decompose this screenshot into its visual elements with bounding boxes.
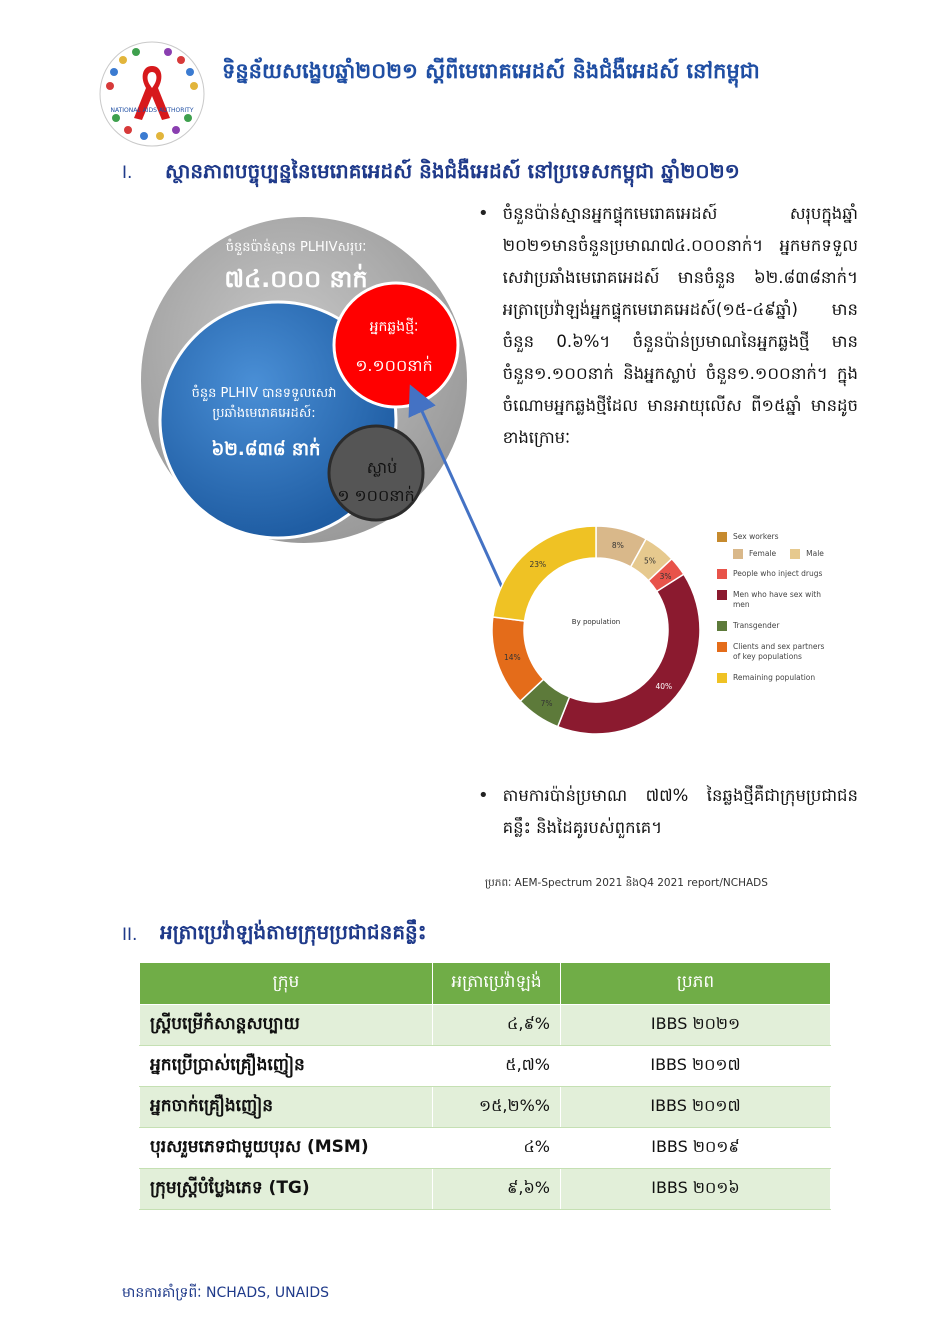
- section-1-number: I.: [122, 163, 133, 183]
- table-header-row: [140, 963, 831, 1005]
- header-prevalence: អត្រាប្រេវ៉ាឡង់: [433, 963, 561, 1005]
- new-infections-label: អ្នកឆ្លងថ្មីៈ: [369, 319, 419, 335]
- legend-swatch: [717, 642, 727, 652]
- legend-item: [733, 549, 776, 559]
- legend-item: [717, 642, 827, 662]
- legend-item: [717, 569, 827, 579]
- donut-slice-label: 14%: [503, 653, 521, 663]
- legend-label: Sex workers: [733, 532, 779, 541]
- support-footer: មានការគាំទ្រពីៈ NCHADS, UNAIDS: [122, 1285, 329, 1301]
- donut-slice-label: 3%: [659, 572, 672, 582]
- legend-swatch: [717, 590, 727, 600]
- cell-source: IBBS ២០១៦: [561, 1169, 831, 1210]
- document-title: ទិន្នន័យសង្ខេបឆ្នាំ២០២១ ស្តីពីមេរោគអេដស៍ និងជំងឺអេដស៍ នៅកម្ពុជា: [222, 59, 760, 83]
- bullet-plhiv-summary: [478, 198, 858, 454]
- donut-center-label: By population: [571, 618, 621, 626]
- on-treatment-label-line1: ចំនួន PLHIV បានទទួលសេវា: [191, 386, 337, 401]
- legend-label: Men who have sex with men: [733, 590, 821, 609]
- donut-slice-label: 7%: [540, 698, 553, 708]
- legend-item: [717, 621, 827, 631]
- section-2-title: អត្រាប្រេវ៉ាឡង់តាមក្រុមប្រជាជនគន្លឹះ: [160, 920, 427, 944]
- cell-group: ក្រុមស្ត្រីបំប្លែងភេទ (TG): [140, 1169, 433, 1210]
- legend-swatch: [717, 532, 727, 542]
- donut-slice-label: 8%: [611, 540, 624, 550]
- svg-text:NATIONAL AIDS AUTHORITY: NATIONAL AIDS AUTHORITY: [110, 107, 194, 114]
- cell-prevalence: ៥,៧%: [433, 1046, 561, 1087]
- cell-prevalence: ១៥,២%%: [433, 1087, 561, 1128]
- donut-slice-label: 23%: [529, 559, 547, 569]
- legend-item: [717, 590, 827, 610]
- cell-source: IBBS ២០២១: [561, 1005, 831, 1046]
- on-treatment-value: ៦២.៨៣៨ នាក់: [211, 439, 321, 460]
- cell-group: បុរសរួមភេទជាមួយបុរស (MSM): [140, 1128, 433, 1169]
- legend-swatch: [717, 621, 727, 631]
- bullet-icon: •: [478, 785, 489, 806]
- cell-group: ស្ត្រីបម្រើកំសាន្តសប្បាយ: [140, 1005, 433, 1046]
- bullet-key-population-estimate: [478, 780, 858, 844]
- cell-source: IBBS ២០១៧: [561, 1046, 831, 1087]
- total-plhiv-value: ៧៤.០០០ នាក់: [224, 265, 368, 293]
- total-plhiv-label: ចំនួនប៉ាន់ស្មាន PLHIVសរុបៈ: [225, 240, 367, 255]
- legend-subgroup: [733, 549, 827, 559]
- section-2-number: II.: [122, 925, 138, 945]
- donut-slice-label: 5%: [643, 556, 656, 566]
- cell-prevalence: ៤%: [433, 1128, 561, 1169]
- legend-item: [717, 673, 827, 683]
- cell-group: អ្នកចាក់គ្រឿងញៀន: [140, 1087, 433, 1128]
- table-row: [140, 1046, 831, 1087]
- legend-swatch: [733, 549, 743, 559]
- bullet-text: ចំនួនប៉ាន់ស្មានអ្នកផ្ទុកមេរោគអេដស៍ សរុបក្នុងឆ្នាំ ២០២១មានចំនួនប្រមាណ៧៤.០០០នាក់។ អ្នកមកទទួលសេវាប្រឆាំងមេរោគអេដស៍ មានចំនួន ៦២.៨៣៨នាក់។ អត្រាប្រេវ៉ាឡង់អ្នកផ្ទុកមេរោគអេដស៍(១៥-៤៩ឆ្នាំ) មានចំនួន 0.៦%។ ចំនួនប៉ាន់ប្រមាណនៃអ្នកឆ្លងថ្មី មានចំនួន១.១០០នាក់ និងអ្នកស្លាប់ ចំនួន១.១០០នាក់។ ក្នុងចំណោមអ្នកឆ្លងថ្មីដែល មានអាយុលើស ពី១៥ឆ្នាំ មានដូចខាងក្រោមៈ: [502, 204, 858, 447]
- bullet-text: តាមការប៉ាន់ប្រមាណ ៧៧% នៃឆ្លងថ្មីគឺជាក្រុមប្រជាជនគន្លឹះ និងដៃគូរបស់ពួកគេ។: [502, 786, 858, 837]
- legend-label: Transgender: [733, 621, 780, 630]
- table-row: [140, 1169, 831, 1210]
- legend-label: Clients and sex partners of key populations: [733, 642, 825, 661]
- legend-label: Male: [806, 549, 824, 558]
- header-source: ប្រភព: [561, 963, 831, 1005]
- legend-label: Remaining population: [733, 673, 816, 682]
- donut-legend: [717, 532, 827, 694]
- cell-prevalence: ៩,៦%: [433, 1169, 561, 1210]
- header-group: ក្រុម: [140, 963, 433, 1005]
- bullet-icon: •: [478, 203, 489, 224]
- new-infections-value: ១.១០០នាក់: [355, 356, 433, 375]
- donut-slice: [558, 574, 700, 734]
- legend-swatch: [717, 673, 727, 683]
- cell-source: IBBS ២០១៧: [561, 1087, 831, 1128]
- legend-swatch: [717, 569, 727, 579]
- deaths-value: ១ ១០០នាក់: [337, 486, 415, 505]
- table-row: [140, 1128, 831, 1169]
- cell-group: អ្នកប្រើប្រាស់គ្រឿងញៀន: [140, 1046, 433, 1087]
- table-row: [140, 1087, 831, 1128]
- key-population-prevalence-table: [139, 962, 831, 1210]
- legend-item: [790, 549, 824, 559]
- legend-item: [717, 532, 827, 542]
- legend-label: Female: [749, 549, 777, 558]
- on-treatment-label-line2: ប្រឆាំងមេរោគអេដស៍:: [212, 406, 316, 421]
- donut-slice-label: 40%: [655, 682, 673, 692]
- donut-slice: [493, 526, 596, 621]
- legend-label: People who inject drugs: [733, 569, 823, 578]
- table-row: [140, 1005, 831, 1046]
- data-source-note: ប្រភពៈ AEM-Spectrum 2021 និងQ4 2021 report/NCHADS: [485, 877, 768, 889]
- section-1-title: ស្ថានភាពបច្ចុប្បន្ននៃមេរោគអេដស៍ និងជំងឺអេដស៍ នៅប្រទេសកម្ពុជា ឆ្នាំ២០២១: [165, 159, 740, 183]
- cell-prevalence: ៤,៩%: [433, 1005, 561, 1046]
- cell-source: IBBS ២០១៩: [561, 1128, 831, 1169]
- legend-swatch: [790, 549, 800, 559]
- deaths-label: ស្លាប់: [366, 458, 398, 477]
